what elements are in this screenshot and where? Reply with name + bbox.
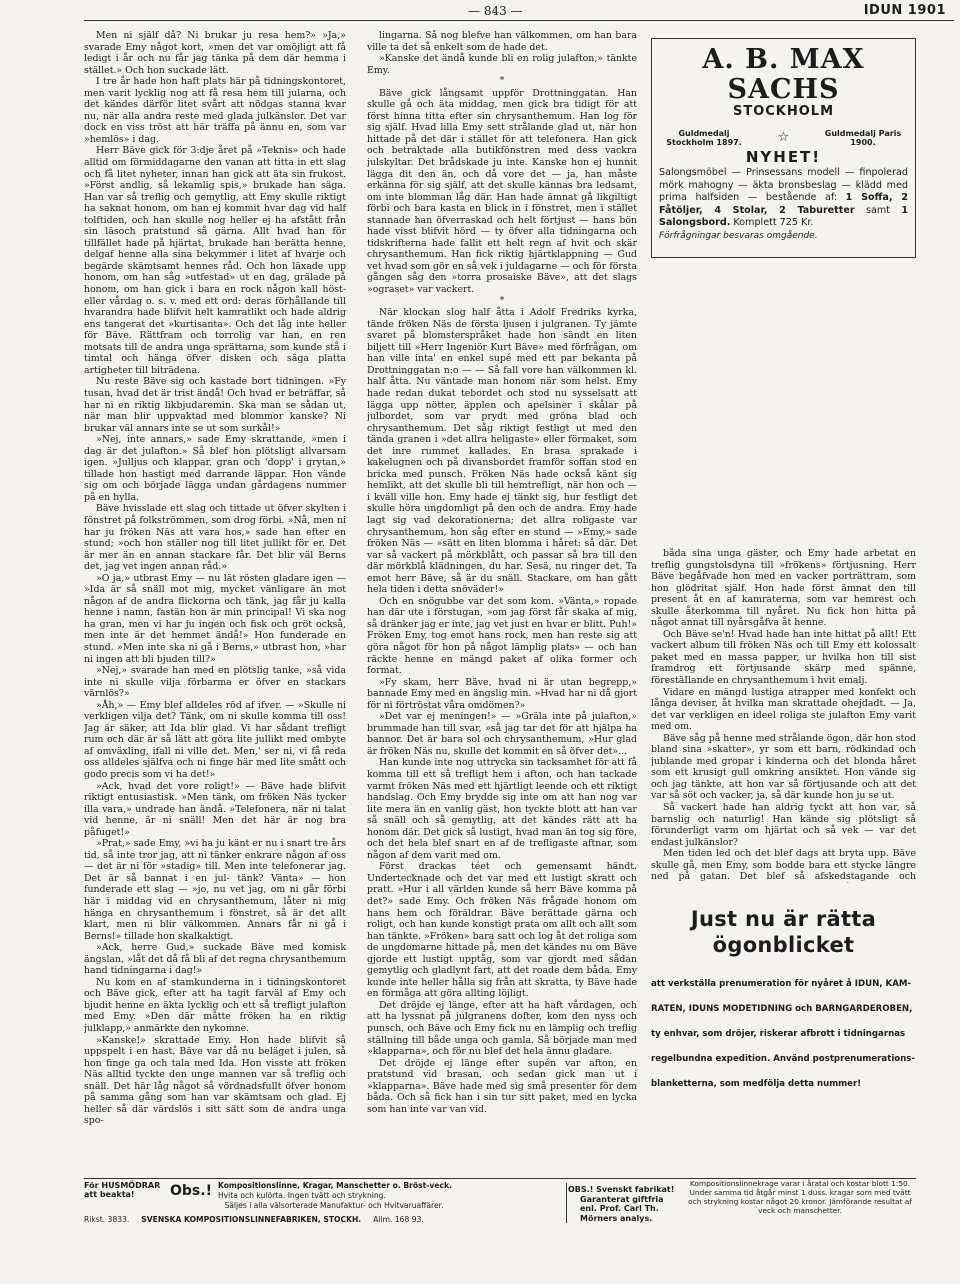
paragraph: Nu kom en af stamkunderna in i tidningskontoret och Bäve gick, efter att ha tagit farväl af Emy och bjudit henne en äkta lycklig och ett så trefligt julafton med Emy. »Den där måtte fröken ha en riktig julklapp,» anmärkte den nykomne. (84, 976, 346, 1035)
ad-body-text: Salongsmöbel — Prinsessans modell — finpolerad mörk mahogny — äkta bronsbeslag — klädd med prima halfsiden — bestående af: (659, 167, 908, 203)
footer-sold-at: Säljes i alla välsorterade Manufaktur- och Hvitvaruaffärer. (224, 1201, 444, 1210)
promo-line: regelbundna expedition. Använd postprenumerations- (651, 1054, 915, 1064)
masthead: IDUN 1901 (863, 3, 946, 18)
paragraph: lingarna. Så nog blefve han välkommen, om han bara ville ta det så enkelt som de hade det. (367, 30, 637, 53)
paragraph: Och Bäve se'n! Hvad hade han inte hittat på allt! Ett vackert album till fröken Näs och till Emy ett kolossalt paket med en massa papper, ur hvilka hon till sist framdrog ett förtjusande skärp med spänne, förestäIlande en chrysanthemum i hvit emalj. (651, 628, 916, 687)
paragraph: »Ack, hvad det vore roligt!» — Bäve hade blifvit riktigt entusiastisk. »Men tänk, om fröken Näs tycker illa vara,» undrade han ändå. »Telefonera, när ni talat vid henne, är ni snäll! Men det här är nog bra påfuget!» (84, 780, 346, 838)
paragraph: När klockan slog half åtta i Adolf Fredriks kyrka, tände fröken Näs de första ljusen i julgranen. Ty jämte svaret på blomsterspråket hade hon sändt en liten biljett till »Herr Ingeniör Kurt Bäve» med förfrågan, om han ville inta' en enkel supé med ett par bekanta på Drottninggatan n:o — — Så fall vore han välkommen kl. half åtta. Nu väntade man honom när som helst. Emy hade redan dukat tebordet och stod nu sysselsatt att lägga upp nötter, äpplen och apelsiner i skålar på julbordet, som var prydt med gröna blad och chrysanthemum. Det såg riktigt festligt ut med den tända granen i »det allra heligaste» eller förmaket, som det inre rummet kallades. En brasa sprakade i kakelugnen och på divansbordet framför soffan stod en bricka med punsch. Fröken Näs hade också känt sig hemlikt, att det skulle bli till hemtrefligt, när hon och — i kväll ville hon. Emy hade ej tänkt sig, hur festligt det skulle höra ungdomligt på den och de andra. Emy hade lagt sig vad dekorationerna; det allra roligaste var chrysanthemum, hon såg efter en stund — »Emy,» sade fröken Näs — »sätt en liten blomma i håret: så där. Det var så vackert på mörkblått, och passar så bra till den där mörkblå klädningen, du har. Sesä, nu ringer det. Ta emot herr Bäve, så är du snäll. Stackare, om han gått hela tiden i detta snöväder!» (367, 307, 637, 596)
column-3 (651, 548, 916, 883)
footer-advertisement (84, 1178, 916, 1269)
paragraph: Bäve gick långsamt uppför Drottninggatan. Han skulle gå och äta middag, men gick bra tidigt för att först hinna titta efter sin chrysanthemum. Han log för sig själf. Hvad lilla Emy sett strålande glad ut, när hon hittade på det där i stället för att telefonera. Han gick och betraktade alla butikfönstren med dess vackra julskyltar. Det brådskade ju inte. Kanske hon ej hunnit lägga dit den än, och då vore det — ja, han måste erkänna för sig själf, att det skulle kännas bra ledsamt, om inte blomman låg där. Han hade ämnat gå likgiltigt förbi och bara kasta en blick in i fönstret, men i stället stannade han öfverraskad och helt förtjust — hans bön hade visst blifvit hörd — ty öfver alla tidningarna och tidskrifterna hade fallit ett helt regn af hvit och skär chrysanthemum. Han fick riktig hjärtklappning — Gud vet hvad som gör en så vek i juldagarne — och för första gången såg den »torra prosaiske Bäve», att det slags »ograset» var vackert. (367, 87, 637, 296)
footer-guarantee-line: Garanterat giftfria (580, 1194, 664, 1204)
column-2 (367, 30, 637, 1250)
paragraph: båda sina unga gäster, och Emy hade arbetat en treflig gungstolsdyna till »frökens» förtjusning. Herr Bäve begåfvade hon med en vacker porträttram, som hon glödritat själf. Hon hade först ämnat den till present åt en af kamraterna, som var hemrest och skulle återkomma till nyåret. Nu fick hon hitta på något annat till nyårsgåfva åt henne. (651, 548, 916, 629)
footer-company-line (84, 1215, 584, 1225)
header-rule (84, 20, 954, 21)
ad-body-items: 1 Soffa, 2 Fåtöljer, 4 Stolar, 2 Taburetter (659, 192, 908, 216)
footer-guarantee (568, 1185, 680, 1223)
footer-company: SVENSKA KOMPOSITIONSLINNEFABRIKEN, STOCKH. (141, 1214, 362, 1224)
paragraph: Så vackert hade han aldrig tyckt att hon var, så barnslig och naturlig! Han kände sig plötsligt så förunderligt varm om hjärtat och så vek — var det endast julkänslor? (651, 802, 916, 848)
paragraph: »Åh,» — Emy blef alldeles röd af ifver. — »Skulle ni verkligen vilja det? Tänk, om ni skulle komma till oss! Jag är säker, att Ida blir glad. Vi har sådant trefligt rum och där är så lätt att göra lite jullikt med ombyte af omväxling, ifall ni ville det. Men,' ser ni, vi få reda oss alldeles själfva och ni finge här med lite smått och godo precis som vi ha det!» (84, 699, 346, 780)
paragraph: »O ja,» utbrast Emy — nu lät rösten gladare igen — »Ida är så snäll mot mig, mycket vänligare än mot någon af de andra flickorna och tänk, jag får ju kalla henne i namn, fastän hon är min principal! Vi ska nog ha gran, men vi har ju ingen och fisk och gröt också, men inte är det hemmet ändå!» Hon funderade en stund. »Men inte ska ni gå i Berns,» utbrast hon, »har ni ingen att bli bjuden till?» (84, 572, 346, 665)
max-sachs-advertisement (651, 38, 916, 258)
column-1 (84, 30, 346, 1250)
paragraph: Bäve hvisslade ett slag och tittade ut öfver skylten i fönstret på folkströmmen, som drog förbi. »Nå, men ni har ju fröken Näs att vara hos,» sade han efter en stund; »och hon ställer nog till litet jullikt för er. Det är mer än en annan stackare får. Det blir väl Berns det, jag vet ingen annan råd.» (84, 503, 346, 573)
paragraph: »Kanske!» skrattade Emy. Hon hade blifvit så uppspelt i en hast. Bäve var då nu beläget i julen, så hon finge ga och tala med Ida. Hon visste att fröken Näs alltid tyckte den unge mannen var så treflig och snäll. Det här låg något så vördnadsfullt öfver honom på samma gång som han var skämtsam och glad. Ej heller så där värdslös i sitt sätt som de andra unga spo- (84, 1034, 346, 1127)
paragraph: Han kunde inte nog uttrycka sin tacksamhet för att få komma till ett så trefligt hem i afton, och han tackade varmt fröken Näs med ett hjärtligt leende och ett riktigt handslag. Och Emy brydde sig inte om att han nog var lite mera än en vanlig gäst, hon tyckte blott att han var så snäll och så gemytlig, att det kändes rätt att ha honom där. Det gick så lustigt, hvad man än tog sig före, och det hela blef snart en af de trefligaste aftnar, som någon af dem varit med om. (367, 757, 637, 861)
footer-guarantee-line: Mörners analys. (580, 1213, 653, 1223)
ad-body (659, 167, 908, 230)
ad-headline: NYHET! (745, 148, 822, 166)
paragraph: »Fy skam, herr Bäve, hvad ni är utan begrepp,» bannade Emy med en ängslig min. »Hvad har ni då gjort för ni förtröstat våra omdömen?» (367, 676, 637, 711)
ad-city: STOCKHOLM (732, 104, 835, 119)
star-icon: ☆ (777, 130, 790, 145)
footer-housewives-label: För HUSMÖDRAR att beakta! (84, 1181, 161, 1199)
footer-guarantee-line: OBS.! Svenskt fabrikat! (568, 1185, 675, 1194)
medal-left: Guldmedalj Stockholm 1897. (666, 129, 742, 147)
paragraph: »Kanske det ändå kunde bli en rolig julafton,» tänkte Emy. (367, 53, 637, 76)
page-number: — 843 — (468, 4, 523, 18)
paragraph: Det dröjde ej länge, efter att ha haft vårdagen, och att ha lyssnat på julgranens dofter, kom den nyss och punsch, och Bäve och Emy fick nu en lämplig och treflig ställning till både unga och gamla. Så började man med »klapparna», och för nu blef det hela ännu gladare. (367, 999, 637, 1058)
ad-body-text: samt (854, 204, 902, 216)
ad-medals (659, 129, 908, 147)
footer-product-line: Hvita och kulörta. Ingen tvätt och strykning. (217, 1190, 386, 1200)
footer-obs: Obs.! (170, 1183, 212, 1199)
ad-brand: A. B. MAX SACHS (702, 44, 865, 105)
footer-divider (566, 1183, 567, 1223)
paragraph: Och en snögubbe var det som kom. »Vänta,» ropade han där ute i förstugan, »om jag först får skaka af mig, så dränker jag er inte, jag vet just en hvar er blitt. Puh!» Fröken Emy, tog emot hans rock, men han reste sig att göra något för hon på något lämplig plats» — och han räckte henne en mängd paket af olika former och format. (367, 595, 637, 677)
paragraph: Herr Bäve gick för 3:dje året på »Teknis» och hade alltid om förmiddagarne den vanan att titta in ett slag och få litet nyheter, innan han gick att äta sin frukost. »Först andlig, så lekamlig spis,» brukade han säga. Han var så treflig och gemytlig, att Emy skulle riktigt ha saknat honom, om han ej kommit hvar dag vid half tolftiden, och han skulle nog heller ej ha afstått från sin läsoch pratstund så gärna. Allt hvad han för tillfället hade på hjärtat, brukade han berätta henne, delgaf henne alla sina bekymmer i litet af hvarje och begärde skämtsamt hennes råd. Och hon läxade upp honom, om han såg »utfestad» ut en dag, grälade på honom, om han gick i bara en rock någon kall höst- eller vårdag o. s. v. med ett ord: deras förhållande till hvarandra hade blifvit helt kamratlikt och hade aldrig ens tangerat det »kurtisanta». Och det låg inte heller för Bäve. Rättfram och torrolig var han, en ren motsats till de andra unga sprättarna, som kunde stå i timtal och hänga öfver disken och säga platta artigheter till biträdena. (84, 145, 346, 376)
page-header (0, 2, 960, 22)
medal-right: Guldmedalj Paris 1900. (824, 129, 902, 147)
paragraph: Det dröjde ej länge efter supén var afton, en pratstund vid brasan, och sedan gick man ut i »klapparna». Bäve hade med sig små presenter för dem båda. Och så fick han i sin tur sitt paket, med en lycka som han inte var van vid. (367, 1057, 637, 1115)
ad-body-price: Komplett 725 Kr. (730, 217, 814, 228)
promo-line: att verkställa prenumeration för nyåret å IDUN, KAM- (651, 979, 911, 989)
footer-phone-allm: Allm. 168 93. (373, 1214, 424, 1224)
footer-left (84, 1181, 584, 1224)
paragraph: Men ni själf då? Ni brukar ju resa hem?» »Ja,» svarade Emy något kort, »men det var omöjligt att få ledigt i år och nu får jag tänka på dem där hemma i stället.» Och hon suckade lätt. (84, 30, 346, 76)
promo-text (651, 972, 916, 1097)
paragraph: »Det var ej meningen!» — »Gräla inte på julafton,» brummade han till svar, »så jag tar det för att hjälpa ha bannor. Det är bara sol och chrysanthemum, »Hur glad är fröken Näs nu, skulle det kommit en så öfver det»... (367, 711, 637, 757)
paragraph: Bäve såg på henne med strålande ögon, där hon stod bland sina »skatter», yr som ett barn, rödkindad och jublande med gropar i kinderna och det blonda håret som ett krusigt gull omkring ansiktet. Hon vände sig och jag tänkte, att hon var så förtjusande och att det var så söt och vacker, ja, så där kunde hon ju se ut. (651, 732, 916, 802)
paragraph: »Prat,» sade Emy, »vi ha ju känt er nu i snart tre års tid, så inte tror jag, att ni tänker enkrare någon af oss — det är ni för »stadig» till. Men inte telefonerar jag. Det är så bannat i en jul- tänk? Vänta» — hon funderade ett slag — »jo, nu vet jag, om ni går förbi här i middag vid en chrysanthemum, låter ni mig hänga en chrysanthemum i fönstret, så är det allt klart, men ni blir välkommen. Annars får ni gå i Berns!» tillade hon skalkaktigt. (84, 838, 346, 942)
paragraph: »Nej, inte annars,» sade Emy skrattande, »men i dag är det julafton.» Så blef hon plötsligt allvarsam igen. »Julljus och klappar, gran och 'dopp' i grytan,» tillade hon hastigt med darrande läppar. Hon vände sig om och började lägga undan gårdagens nummer på en hylla. (84, 434, 346, 503)
paragraph: Nu reste Bäve sig och kastade bort tidningen. »Fy tusan, hvad det är trist ändå! Och hvad er beträffar, så har ni en riktig likbjudaremin. Ska man se sådan ut, när man blir uppvaktad med blommor kanske? Ni brukar väl annars inte se ut som surkål!» (84, 376, 346, 434)
section-separator: * (499, 295, 505, 306)
section-separator: * (499, 76, 505, 87)
footer-comparison: Kompositionslinnekrage varar i åratal och kostar blott 1:50. Under samma tid åtgår minst 1 duss. kragar som med tvätt och strykning kostar något 20 kronor. Jämförande resultat af veck och manschetter. (688, 1179, 912, 1215)
footer-phone-rikst: Rikst. 3833. (84, 1214, 130, 1224)
ad-signature: Förfrågningar besvaras omgående. (659, 230, 818, 241)
paragraph: Vidare en mängd lustiga atrapper med konfekt och långa deviser, åt hvilka man skrattade ohejdadt. — Ja, det var verkligen en ideel roliga ste julafton Emy varit med om. (651, 686, 916, 733)
footer-product-line: Kompositionslinne, Kragar, Manschetter o. Bröst-veck. (217, 1181, 452, 1190)
ad-body-items: 1 Salongsbord. (659, 204, 908, 228)
promo-line: blanketterna, som medfölja detta nummer! (651, 1079, 862, 1089)
paragraph: Först drackas téet och gemensamt händt. Undertecknade och det var med ett lustigt skratt och pratt. »Hur i all världen kunde så herr Bäve komma på det?» sade Emy. Och fröken Näs frågade honom om hans hem och föräldrar. Bäve berättade gärna och roligt, och han kunde konstigt prata om allt och allt som han tänkte. »Fröken» bara satt och log åt det roliga som de ungdomarne hittade på, men det kändes nu om Bäve gjorde ett lustigt upptåg, som var gjordt med sådan gemytlig och gladlynt fart, att det roade dem båda. Emy kunde inte heller hålla sig från att skratta, ty Bäve hade en förmåga att göra allting löjligt. (367, 861, 637, 1000)
footer-guarantee-line: enl. Prof. Carl Th. (580, 1204, 659, 1213)
promo-line: ty enhvar, som dröjer, riskerar afbrott i tidningarnas (651, 1029, 906, 1039)
footer-product (218, 1181, 452, 1200)
subscription-promo (651, 906, 916, 1156)
paragraph: I tre år hade hon haft plats här på tidningskontoret, men varit lycklig nog att få resa hem till jularna, och det kändes därför litet svårt att nödgas stanna kvar nu, när alla andra reste med glada julkänslor. Det var dock en viss tröst att här träffa på ännu en, som var »hemlös» i dag. (84, 76, 346, 145)
promo-headline: Just nu är rätta ögonblicket (690, 907, 877, 957)
promo-line: RATEN, IDUNS MODETIDNING och BARNGARDEROBEN, (651, 1004, 913, 1014)
paragraph: »Nej,» svarade han med en plötslig tanke, »så vida inte ni skulle vilja förbarma er öfver en stackars värnlös?» (84, 665, 346, 700)
paragraph: Men tiden led och det blef dags att bryta upp. Bäve skulle gå, men Emy, som bodde bara ett stycke längre ned på gatan. Det blef så afskedstagande och (651, 848, 916, 883)
paragraph: »Ack, herre Gud,» suckade Bäve med komisk ängslan, »låt det då få bli af det regna chrysanthemum hand tidningarna i dag!» (84, 942, 346, 977)
